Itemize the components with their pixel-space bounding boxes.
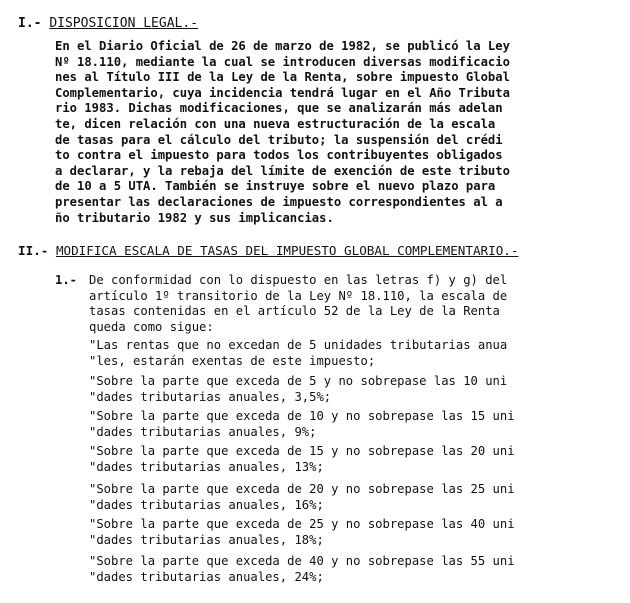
bracket-line: "Sobre la parte que exceda de 5 y no sobrepase las 10 uni bbox=[89, 374, 508, 388]
paragraph-line: nes al Título III de la Ley de la Renta, sobre impuesto Global bbox=[55, 70, 510, 85]
bracket-line: "les, estarán exentas de este impuesto; bbox=[89, 353, 376, 368]
bracket-line: "dades tributarias anuales, 3,5%; bbox=[89, 389, 332, 404]
paragraph-line: te, dicen relación con una nueva estructuración de la escala bbox=[55, 116, 496, 131]
section-1-title: DISPOSICION LEGAL.- bbox=[49, 16, 199, 31]
section-2-number: II.- bbox=[18, 243, 49, 258]
paragraph-line: de tasas para el cálculo del tributo; la suspensión del crédi bbox=[55, 132, 503, 147]
paragraph-line: a declarar, y la rebaja del límite de exención de este tributo bbox=[55, 163, 510, 178]
intro-line: artículo 1º transitorio de la Ley Nº 18.110, la escala de bbox=[89, 288, 508, 303]
paragraph-line: to contra el impuesto para todos los contribuyentes obligados bbox=[55, 148, 503, 163]
bracket-line: "dades tributarias anuales, 9%; bbox=[89, 424, 317, 439]
section-1-heading bbox=[18, 16, 198, 31]
intro-line: queda como sigue: bbox=[89, 319, 214, 334]
tax-bracket bbox=[89, 482, 515, 513]
item-1-intro bbox=[89, 273, 507, 335]
paragraph-line: de 10 a 5 UTA. También se instruye sobre el nuevo plazo para bbox=[55, 179, 496, 194]
bracket-line: "dades tributarias anuales, 13%; bbox=[89, 459, 324, 474]
bracket-line: "Las rentas que no excedan de 5 unidades tributarias anua bbox=[89, 338, 508, 352]
paragraph-line: Complementario, cuya incidencia tendrá lugar en el Año Tributa bbox=[55, 85, 510, 100]
section-1-number: I.- bbox=[18, 16, 42, 31]
section-2-heading bbox=[18, 243, 518, 258]
bracket-line: "dades tributarias anuales, 16%; bbox=[89, 497, 324, 512]
bracket-line: "Sobre la parte que exceda de 25 y no sobrepase las 40 uni bbox=[89, 517, 515, 531]
bracket-line: "dades tributarias anuales, 18%; bbox=[89, 532, 324, 547]
tax-bracket bbox=[89, 338, 507, 369]
tax-bracket bbox=[89, 554, 515, 585]
tax-bracket bbox=[89, 374, 507, 405]
bracket-line: "Sobre la parte que exceda de 40 y no sobrepase las 55 uni bbox=[89, 554, 515, 568]
tax-bracket bbox=[89, 444, 515, 475]
paragraph-line: En el Diario Oficial de 26 de marzo de 1982, se publicó la Ley bbox=[55, 39, 510, 53]
item-1-number: 1.- bbox=[55, 273, 78, 287]
tax-bracket bbox=[89, 409, 515, 440]
intro-line: De conformidad con lo dispuesto en las letras f) y g) del bbox=[89, 273, 508, 287]
paragraph-line: rio 1983. Dichas modificaciones, que se analizarán más adelan bbox=[55, 101, 503, 116]
bracket-line: "dades tributarias anuales, 24%; bbox=[89, 569, 324, 584]
bracket-line: "Sobre la parte que exceda de 20 y no sobrepase las 25 uni bbox=[89, 482, 515, 496]
bracket-line: "Sobre la parte que exceda de 10 y no sobrepase las 15 uni bbox=[89, 409, 515, 423]
section-1-paragraph bbox=[55, 39, 510, 226]
paragraph-line: presentar las declaraciones de impuesto correspondientes al a bbox=[55, 194, 503, 209]
bracket-line: "Sobre la parte que exceda de 15 y no sobrepase las 20 uni bbox=[89, 444, 515, 458]
section-2-title: MODIFICA ESCALA DE TASAS DEL IMPUESTO GLOBAL COMPLEMENTARIO.- bbox=[55, 243, 519, 258]
paragraph-line: Nº 18.110, mediante la cual se introducen diversas modificacio bbox=[55, 54, 510, 69]
paragraph-line: ño tributario 1982 y sus implicancias. bbox=[55, 210, 334, 225]
tax-bracket bbox=[89, 517, 515, 548]
intro-line: tasas contenidas en el artículo 52 de la Ley de la Renta bbox=[89, 304, 500, 319]
